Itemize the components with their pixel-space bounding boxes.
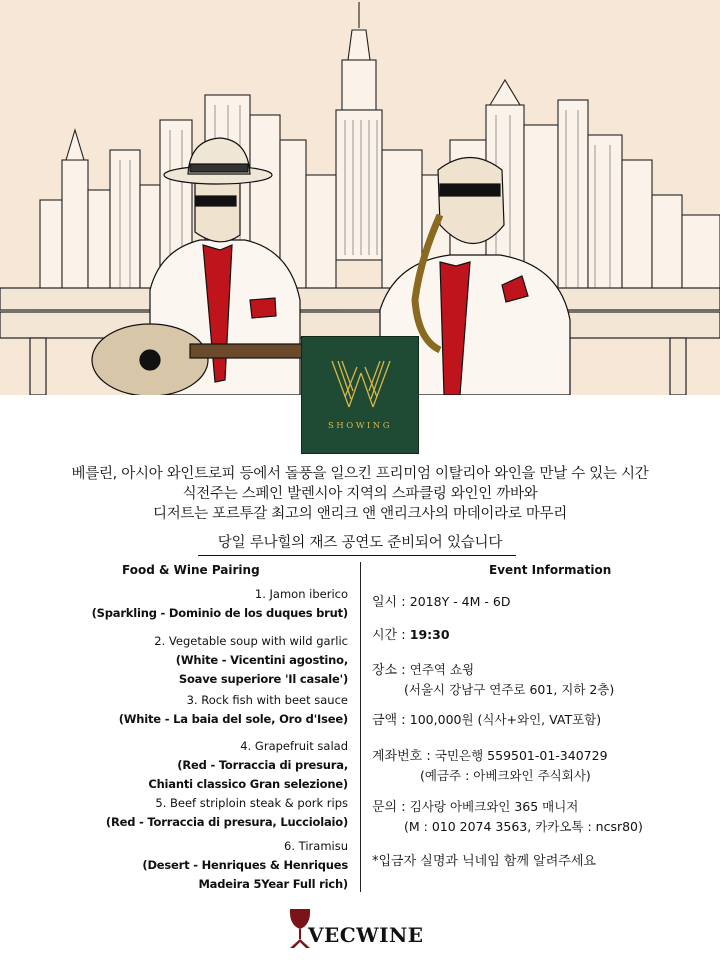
showing-w-mark-icon [302,337,420,455]
jazz-notice: 당일 루나힐의 재즈 공연도 준비되어 있습니다 [217,535,503,551]
event-date-label: 일시 : [372,595,406,610]
wine-name: (Sparkling - Dominio de los duques brut) [91,606,348,620]
event-place-value: 연주역 쇼윙 [409,662,475,677]
event-contact [372,797,643,836]
event-time-label: 시간 : [372,628,406,643]
event-contact-detail: (M : 010 2074 3563, 카카오톡 : ncsr80) [404,819,643,834]
food-item [154,632,348,689]
event-contact-value: 김사랑 아베크와인 365 매니저 [409,799,579,814]
wine-name: (White - La baia del sole, Oro d'Isee) [118,712,348,726]
food-item [148,737,348,794]
event-price [372,710,601,730]
intro-line-3: 디저트는 포르투갈 최고의 앤리크 앤 앤리크사의 마데이라로 마무리 [153,506,567,522]
wine-name: (White - Vicentini agostino, [175,653,348,667]
event-price-label: 금액 : [372,713,406,728]
dish-name: 4. Grapefruit salad [240,739,348,753]
dish-name: 2. Vegetable soup with wild garlic [154,634,348,648]
event-account-holder: (예금주 : 아베크와인 주식회사) [420,768,591,783]
wine-name: (Red - Torraccia di presura, Lucciolaio) [105,815,348,829]
avecwine-logo [286,905,436,951]
showing-logo [301,336,419,454]
event-contact-label: 문의 : [372,800,406,815]
event-date [372,592,510,612]
brand-name: VECWINE [308,923,424,947]
food-item [142,837,348,894]
event-time-value: 19:30 [409,627,450,642]
food-item [92,585,348,623]
event-account-value: 국민은행 559501-01-340729 [434,748,608,763]
food-heading: Food & Wine Pairing [122,563,260,577]
food-item [106,794,348,832]
dish-name: 5. Beef striploin steak & pork rips [155,796,348,810]
intro-line-2: 식전주는 스페인 발렌시아 지역의 스파클링 와인인 까바와 [182,486,538,502]
event-time [372,625,450,645]
depositor-note: *입금자 실명과 닉네임 함께 알려주세요 [372,854,596,869]
wine-name: Soave superiore 'Il casale') [178,672,348,686]
column-divider [360,562,361,892]
dish-name: 6. Tiramisu [284,839,348,853]
intro-line-1: 베를린, 아시아 와인트로피 등에서 돌풍을 일으킨 프리미엄 이탈리아 와인을 만날 수 있는 시간 [71,466,649,482]
logo-text: SHOWING [327,421,393,431]
dish-name: 1. Jamon iberico [254,587,348,601]
event-date-value: 2018Y - 4M - 6D [409,594,511,609]
section-rule [198,555,516,556]
event-place-address: (서울시 강남구 연주로 601, 지하 2층) [404,682,615,697]
event-place-label: 장소 : [372,663,406,678]
food-item [119,691,348,729]
event-place [372,660,614,699]
dish-name: 3. Rock fish with beet sauce [186,693,348,707]
event-price-value: 100,000원 (식사+와인, VAT포함) [409,712,602,727]
wine-name: (Desert - Henriques & Henriques [142,858,348,872]
event-account-label: 계좌번호 : [372,749,431,764]
event-account [372,746,608,785]
event-heading: Event Information [489,563,612,577]
wine-name: Madeira 5Year Full rich) [198,877,348,891]
wine-name: Chianti classico Gran selezione) [148,777,348,791]
wine-name: (Red - Torraccia di presura, [177,758,348,772]
